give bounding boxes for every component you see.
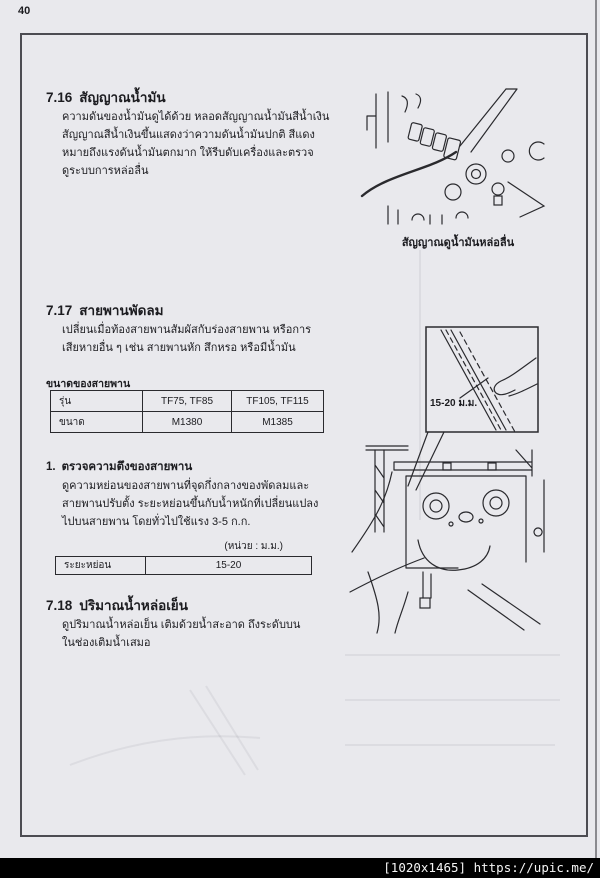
watermark-strip [0, 858, 600, 878]
oil-signal-figure [358, 86, 558, 232]
fan-belt-line-art [348, 300, 566, 635]
table-cell: 15-20 [146, 557, 312, 575]
body-line: ดูความหย่อนของสายพานที่จุดกึ่งกลางของพัดลมและ [62, 480, 310, 492]
tension-check-heading [46, 458, 192, 476]
table-row [51, 391, 324, 412]
body-line: ความดันของน้ำมันดูได้ด้วย หลอดสัญญาณน้ำมันสีน้ำเงิน [62, 111, 330, 123]
section-716-body [62, 108, 329, 180]
section-717-title: สายพานพัดลม [79, 303, 164, 318]
unit-note: (หน่วย : ม.ม.) [224, 541, 283, 552]
body-line: เปลี่ยนเมื่อท้องสายพานสัมผัสกับร่องสายพาน หรือการ [62, 324, 312, 336]
body-line: ดูระบบการหล่อลื่น [62, 165, 149, 177]
body-line: เสียหายอื่น ๆ เช่น สายพานหัก สึกหรอ หรือมีน้ำมัน [62, 342, 296, 354]
table-cell: TF105, TF115 [232, 391, 324, 412]
scan-edge-shadow [595, 0, 597, 858]
slack-table [55, 556, 312, 575]
section-717-heading [46, 299, 164, 321]
table-row [56, 557, 312, 575]
fan-belt-figure [348, 300, 566, 635]
watermark-text: [1020x1465] https://upic.me/ [383, 860, 594, 875]
section-717-body [62, 321, 311, 357]
section-718-number: 7.18 [46, 598, 73, 613]
table-cell: M1385 [232, 412, 324, 433]
table-cell: ระยะหย่อน [56, 557, 146, 575]
body-line: สายพานปรับตั้ง ระยะหย่อนขึ้นกับน้ำหนักที่เปลี่ยนแปลง [62, 498, 319, 510]
belt-table-title: ขนาดของสายพาน [46, 378, 131, 390]
tension-check-title: ตรวจความตึงของสายพาน [61, 461, 193, 473]
section-716-title: สัญญาณน้ำมัน [79, 90, 166, 105]
section-718-heading [46, 594, 188, 616]
table-cell: ขนาด [51, 412, 143, 433]
table-cell: รุ่น [51, 391, 143, 412]
table-cell: TF75, TF85 [143, 391, 232, 412]
tension-check-body [62, 477, 318, 531]
section-717-number: 7.17 [46, 303, 73, 318]
section-716-heading [46, 86, 166, 108]
body-line: สัญญาณสีน้ำเงินขึ้นแสดงว่าความดันน้ำมันปกติ สีแดง [62, 129, 315, 141]
table-cell: M1380 [143, 412, 232, 433]
table-row [51, 412, 324, 433]
section-718-title: ปริมาณน้ำหล่อเย็น [79, 598, 188, 613]
body-line: ไปบนสายพาน โดยทั่วไปใช้แรง 3-5 ก.ก. [62, 516, 251, 528]
belt-size-table [50, 390, 324, 433]
section-716-number: 7.16 [46, 90, 73, 105]
oil-signal-line-art [358, 86, 558, 232]
body-line: ดูปริมาณน้ำหล่อเย็น เติมด้วยน้ำสะอาด ถึงระดับบน [62, 619, 301, 631]
tension-check-number: 1. [46, 461, 56, 473]
page-number: 40 [18, 5, 31, 17]
section-718-body [62, 616, 300, 652]
body-line: หมายถึงแรงดันน้ำมันตกมาก ให้รีบดับเครื่องและตรวจ [62, 147, 314, 159]
body-line: ในช่องเติมน้ำเสมอ [62, 637, 151, 649]
figure2-deflection-label: 15-20 ม.ม. [430, 398, 478, 409]
figure1-caption: สัญญาณดูน้ำมันหล่อลื่น [401, 237, 515, 249]
